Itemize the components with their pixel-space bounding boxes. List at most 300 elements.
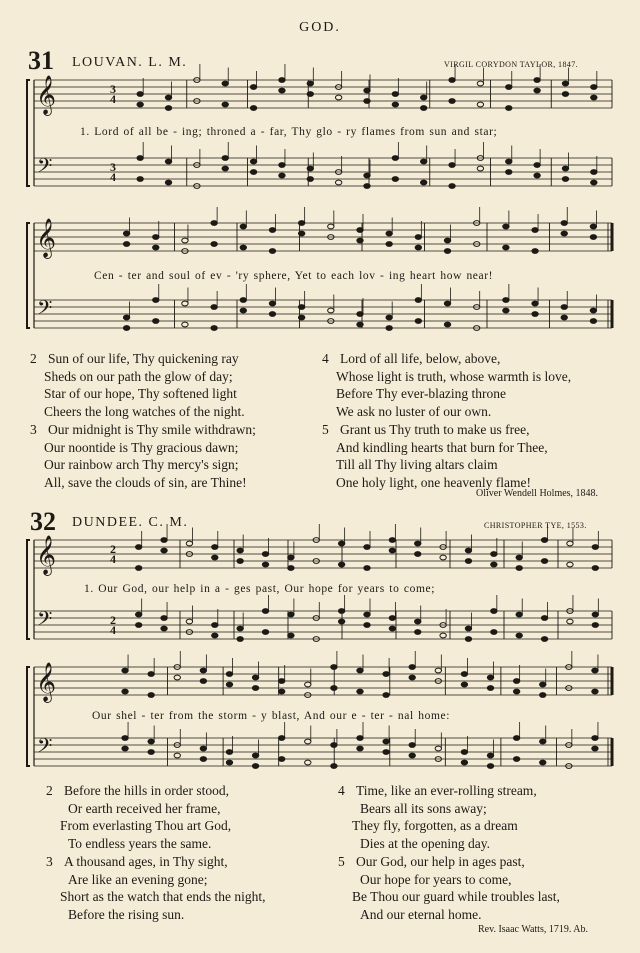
- note-head: [200, 746, 206, 751]
- tune-name: DUNDEE. C. M.: [72, 515, 189, 530]
- note-head: [278, 757, 284, 762]
- note-head: [592, 612, 598, 617]
- note-head: [252, 675, 258, 680]
- note-head: [562, 177, 568, 182]
- verse-line: And our eternal home.: [360, 906, 482, 922]
- note-head: [174, 675, 180, 680]
- note-head: [226, 682, 232, 687]
- note-head: [262, 630, 268, 635]
- note-head: [165, 106, 171, 111]
- note-head: [415, 541, 421, 546]
- note-head: [200, 757, 206, 762]
- verse-line: Before the rising sun.: [68, 906, 185, 922]
- note-head: [503, 298, 509, 303]
- note-head: [534, 78, 540, 83]
- note-head: [534, 173, 540, 178]
- note-head: [279, 163, 285, 168]
- verse-line: Sheds on our path the glow of day;: [44, 368, 233, 384]
- note-head: [415, 552, 421, 557]
- verse-block: [46, 853, 265, 923]
- author-credit: Oliver Wendell Holmes, 1848.: [476, 488, 599, 499]
- note-head: [250, 170, 256, 175]
- verse-number: 2: [30, 351, 37, 366]
- note-head: [383, 750, 389, 755]
- note-head: [590, 224, 596, 229]
- note-head: [491, 552, 497, 557]
- lyric-line: 1. Our God, our help in a - ges past, Our hope for years to come;: [84, 583, 436, 595]
- note-head: [415, 298, 421, 303]
- note-head: [409, 675, 415, 680]
- note-head: [567, 619, 573, 624]
- verse-line: One holy light, one heavenly flame!: [336, 474, 531, 490]
- note-head: [590, 308, 596, 313]
- note-head: [465, 559, 471, 564]
- note-head: [386, 326, 392, 331]
- hymn-number: 31: [28, 46, 54, 75]
- note-head: [592, 545, 598, 550]
- note-head: [279, 173, 285, 178]
- verse-number: 3: [46, 854, 53, 869]
- note-head: [435, 668, 441, 673]
- note-head: [516, 612, 522, 617]
- verse-number: 2: [46, 783, 53, 798]
- note-head: [461, 760, 467, 765]
- note-head: [279, 88, 285, 93]
- verse-line: Time, like an ever-rolling stream,: [356, 783, 537, 798]
- note-head: [465, 548, 471, 553]
- verse-line: Till all Thy living altars claim: [336, 457, 498, 472]
- note-head: [590, 319, 596, 324]
- system-bracket: [27, 80, 30, 186]
- note-head: [389, 616, 395, 621]
- note-head: [137, 92, 143, 97]
- note-head: [516, 555, 522, 560]
- note-head: [541, 616, 547, 621]
- system-bracket: [27, 540, 30, 639]
- note-head: [123, 326, 129, 331]
- hymn-number: 32: [30, 507, 56, 536]
- note-head: [491, 630, 497, 635]
- note-head: [477, 166, 483, 171]
- note-head: [161, 538, 167, 543]
- verse-line: And kindling hearts that burn for Thee,: [336, 439, 548, 455]
- note-head: [506, 106, 512, 111]
- note-head: [487, 764, 493, 769]
- note-head: [226, 672, 232, 677]
- note-head: [491, 609, 497, 614]
- note-head: [421, 159, 427, 164]
- note-head: [357, 746, 363, 751]
- note-head: [222, 166, 228, 171]
- note-head: [592, 668, 598, 673]
- note-head: [409, 665, 415, 670]
- note-head: [328, 224, 334, 229]
- note-head: [122, 746, 128, 751]
- note-head: [357, 689, 363, 694]
- note-head: [278, 736, 284, 741]
- note-head: [123, 315, 129, 320]
- note-head: [421, 95, 427, 100]
- note-head: [123, 231, 129, 236]
- note-head: [415, 630, 421, 635]
- note-head: [305, 682, 311, 687]
- note-head: [383, 693, 389, 698]
- note-head: [561, 315, 567, 320]
- note-head: [357, 668, 363, 673]
- note-head: [392, 177, 398, 182]
- note-head: [262, 552, 268, 557]
- note-head: [541, 559, 547, 564]
- note-head: [237, 548, 243, 553]
- note-head: [288, 566, 294, 571]
- note-head: [444, 249, 450, 254]
- note-head: [135, 623, 141, 628]
- verse-number: 5: [322, 422, 329, 437]
- note-head: [250, 159, 256, 164]
- note-head: [567, 562, 573, 567]
- note-head: [389, 538, 395, 543]
- note-head: [591, 170, 597, 175]
- note-head: [590, 235, 596, 240]
- note-head: [491, 562, 497, 567]
- note-head: [392, 156, 398, 161]
- verse-number: 4: [338, 783, 345, 798]
- verse-line: Sun of our life, Thy quickening ray: [48, 351, 239, 366]
- note-head: [461, 750, 467, 755]
- note-head: [444, 301, 450, 306]
- note-head: [288, 633, 294, 638]
- note-head: [305, 739, 311, 744]
- note-head: [153, 319, 159, 324]
- note-head: [449, 163, 455, 168]
- note-head: [534, 163, 540, 168]
- note-head: [383, 672, 389, 677]
- verse-line: Bears all its sons away;: [360, 800, 487, 816]
- treble-clef-icon: 𝄞: [36, 535, 57, 575]
- verse-block: [322, 421, 548, 491]
- note-head: [421, 106, 427, 111]
- treble-clef-icon: 𝄞: [36, 75, 57, 115]
- bass-clef-icon: 𝄢: [37, 296, 53, 324]
- verse-line: Before Thy ever-blazing throne: [336, 386, 507, 401]
- note-head: [506, 170, 512, 175]
- note-head: [364, 566, 370, 571]
- note-head: [211, 305, 217, 310]
- note-head: [165, 95, 171, 100]
- verse-line: Cheers the long watches of the night.: [44, 403, 245, 419]
- note-head: [226, 750, 232, 755]
- bass-clef-icon: 𝄢: [37, 607, 53, 635]
- note-head: [541, 538, 547, 543]
- note-head: [415, 619, 421, 624]
- note-head: [278, 689, 284, 694]
- verse-block: [338, 853, 560, 923]
- system-bracket: [27, 223, 30, 328]
- note-head: [182, 322, 188, 327]
- note-head: [357, 736, 363, 741]
- note-head: [516, 566, 522, 571]
- time-signature: 4: [110, 170, 116, 184]
- lyric-line: Cen - ter and soul of ev - 'ry sphere, Yet to each lov - ing heart how near!: [94, 270, 494, 282]
- note-head: [148, 750, 154, 755]
- note-head: [591, 95, 597, 100]
- note-head: [409, 753, 415, 758]
- note-head: [444, 322, 450, 327]
- note-head: [279, 78, 285, 83]
- verse-number: 5: [338, 854, 345, 869]
- treble-clef-icon: 𝄞: [36, 662, 57, 702]
- note-head: [541, 637, 547, 642]
- note-head: [392, 92, 398, 97]
- note-head: [503, 308, 509, 313]
- note-head: [288, 612, 294, 617]
- time-signature: 2: [110, 613, 116, 627]
- verse-line: From everlasting Thou art God,: [60, 818, 232, 833]
- verse-block: [30, 421, 256, 491]
- note-head: [222, 81, 228, 86]
- note-head: [506, 85, 512, 90]
- note-head: [148, 739, 154, 744]
- note-head: [211, 326, 217, 331]
- note-head: [487, 753, 493, 758]
- note-head: [135, 545, 141, 550]
- time-signature: 4: [110, 92, 116, 106]
- note-head: [487, 675, 493, 680]
- verse-line: Dies at the opening day.: [360, 835, 490, 851]
- note-head: [561, 231, 567, 236]
- note-head: [335, 95, 341, 100]
- note-head: [212, 623, 218, 628]
- verse-block: [338, 782, 537, 852]
- verse-line: They fly, forgotten, as a dream: [352, 818, 518, 833]
- note-head: [465, 637, 471, 642]
- verse-line: Star of our hope, Thy softened light: [44, 386, 237, 401]
- note-head: [513, 679, 519, 684]
- note-head: [516, 633, 522, 638]
- time-signature: 4: [110, 623, 116, 637]
- note-head: [122, 668, 128, 673]
- note-head: [153, 298, 159, 303]
- note-head: [503, 245, 509, 250]
- note-head: [389, 626, 395, 631]
- verse-line: Before the hills in order stood,: [64, 783, 229, 798]
- note-head: [461, 682, 467, 687]
- time-signature: 2: [110, 542, 116, 556]
- verse-line: Be Thou our guard while troubles last,: [352, 889, 560, 904]
- note-head: [386, 315, 392, 320]
- note-head: [532, 301, 538, 306]
- note-head: [435, 746, 441, 751]
- verse-line: Whose light is truth, whose warmth is love,: [336, 368, 572, 384]
- note-head: [305, 760, 311, 765]
- note-head: [561, 221, 567, 226]
- note-head: [269, 228, 275, 233]
- note-head: [174, 753, 180, 758]
- verse-block: [46, 782, 231, 852]
- note-head: [237, 559, 243, 564]
- note-head: [252, 686, 258, 691]
- lyric-line: 1. Lord of all be - ing; throned a - far, Thy glo - ry flames from sun and star;: [80, 126, 498, 138]
- page-title: GOD.: [299, 20, 341, 35]
- note-head: [135, 566, 141, 571]
- note-head: [487, 686, 493, 691]
- note-head: [449, 184, 455, 189]
- note-head: [240, 308, 246, 313]
- note-head: [540, 739, 546, 744]
- tune-name: LOUVAN. L. M.: [72, 55, 188, 70]
- note-head: [250, 85, 256, 90]
- note-head: [562, 81, 568, 86]
- note-head: [269, 249, 275, 254]
- verse-line: To endless years the same.: [68, 835, 212, 851]
- note-head: [513, 757, 519, 762]
- note-head: [165, 180, 171, 185]
- note-head: [386, 231, 392, 236]
- note-head: [477, 81, 483, 86]
- note-head: [200, 679, 206, 684]
- bass-clef-icon: 𝄢: [37, 154, 53, 182]
- note-head: [240, 298, 246, 303]
- note-head: [252, 764, 258, 769]
- note-head: [415, 235, 421, 240]
- verse-line: Lord of all life, below, above,: [340, 351, 501, 366]
- note-head: [444, 238, 450, 243]
- note-head: [364, 545, 370, 550]
- note-head: [165, 159, 171, 164]
- note-head: [148, 693, 154, 698]
- verse-line: A thousand ages, in Thy sight,: [64, 854, 228, 869]
- note-head: [364, 612, 370, 617]
- note-head: [186, 541, 192, 546]
- note-head: [383, 739, 389, 744]
- note-head: [137, 177, 143, 182]
- note-head: [513, 689, 519, 694]
- verse-line: Our hope for years to come,: [360, 871, 512, 887]
- verse-block: [30, 350, 245, 420]
- note-head: [237, 637, 243, 642]
- note-head: [591, 180, 597, 185]
- time-signature: 4: [110, 552, 116, 566]
- note-head: [288, 555, 294, 560]
- note-head: [226, 760, 232, 765]
- note-head: [532, 312, 538, 317]
- note-head: [567, 541, 573, 546]
- note-head: [135, 612, 141, 617]
- note-head: [222, 156, 228, 161]
- note-head: [562, 92, 568, 97]
- note-head: [237, 626, 243, 631]
- note-head: [592, 746, 598, 751]
- note-head: [335, 180, 341, 185]
- note-head: [252, 753, 258, 758]
- note-head: [212, 545, 218, 550]
- note-head: [240, 245, 246, 250]
- note-head: [532, 249, 538, 254]
- note-head: [506, 159, 512, 164]
- note-head: [561, 305, 567, 310]
- note-head: [262, 562, 268, 567]
- note-head: [211, 221, 217, 226]
- note-head: [278, 679, 284, 684]
- bass-clef-icon: 𝄢: [37, 734, 53, 762]
- note-head: [386, 242, 392, 247]
- note-head: [440, 555, 446, 560]
- note-head: [592, 689, 598, 694]
- note-head: [148, 672, 154, 677]
- note-head: [200, 668, 206, 673]
- note-head: [212, 633, 218, 638]
- note-head: [465, 626, 471, 631]
- verse-number: 3: [30, 422, 37, 437]
- note-head: [364, 623, 370, 628]
- verse-line: Our noontide is Thy gracious dawn;: [44, 439, 239, 455]
- note-head: [211, 242, 217, 247]
- note-head: [449, 78, 455, 83]
- note-head: [137, 156, 143, 161]
- note-head: [389, 548, 395, 553]
- note-head: [222, 102, 228, 107]
- note-head: [421, 180, 427, 185]
- note-head: [532, 228, 538, 233]
- composer-credit: CHRISTOPHER TYE, 1553.: [484, 521, 587, 530]
- note-head: [328, 308, 334, 313]
- note-head: [182, 301, 188, 306]
- verse-number: 4: [322, 351, 329, 366]
- note-head: [592, 566, 598, 571]
- verse-block: [322, 350, 571, 420]
- note-head: [122, 736, 128, 741]
- note-head: [592, 736, 598, 741]
- system-bracket: [27, 667, 30, 766]
- note-head: [415, 319, 421, 324]
- lyric-line: Our shel - ter from the storm - y blast, And our e - ter - nal home:: [92, 710, 451, 722]
- note-head: [540, 760, 546, 765]
- note-head: [123, 242, 129, 247]
- verse-line: All, save the clouds of sin, are Thine!: [44, 474, 247, 490]
- note-head: [212, 555, 218, 560]
- time-signature: 3: [110, 160, 116, 174]
- note-head: [182, 238, 188, 243]
- note-head: [186, 619, 192, 624]
- verse-line: We ask no luster of our own.: [336, 403, 492, 419]
- verse-line: Grant us Thy truth to make us free,: [340, 422, 530, 437]
- verse-line: Or earth received her frame,: [68, 800, 221, 816]
- note-head: [392, 102, 398, 107]
- verse-line: Our rainbow arch Thy mercy's sign;: [44, 457, 239, 472]
- author-credit: Rev. Isaac Watts, 1719. Ab.: [478, 924, 589, 935]
- note-head: [269, 301, 275, 306]
- note-head: [153, 235, 159, 240]
- note-head: [240, 224, 246, 229]
- note-head: [591, 85, 597, 90]
- verse-line: Short as the watch that ends the night,: [60, 889, 266, 904]
- treble-clef-icon: 𝄞: [36, 218, 57, 258]
- note-head: [161, 548, 167, 553]
- note-head: [122, 689, 128, 694]
- note-head: [534, 88, 540, 93]
- note-head: [503, 224, 509, 229]
- note-head: [250, 106, 256, 111]
- note-head: [449, 99, 455, 104]
- note-head: [153, 245, 159, 250]
- note-head: [540, 682, 546, 687]
- note-head: [137, 102, 143, 107]
- note-head: [440, 633, 446, 638]
- time-signature: 3: [110, 82, 116, 96]
- note-head: [269, 312, 275, 317]
- note-head: [415, 245, 421, 250]
- verse-line: Our midnight is Thy smile withdrawn;: [48, 422, 256, 437]
